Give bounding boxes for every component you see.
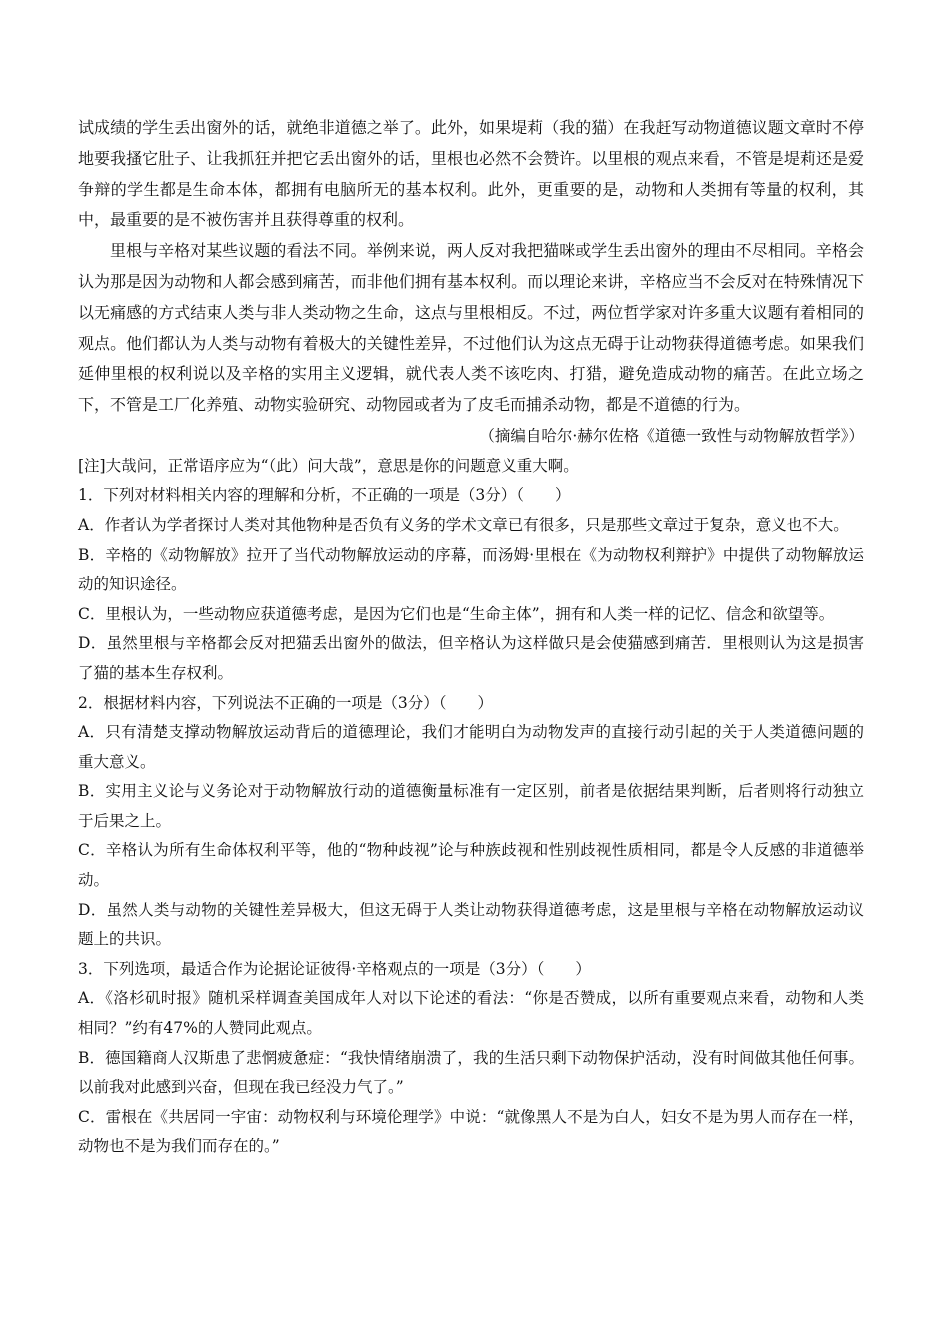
passage-source: （摘编自哈尔·赫尔佐格《道德一致性与动物解放哲学》） xyxy=(479,426,864,445)
exam-page xyxy=(78,113,864,1162)
option-c: C．辛格认为所有生命体权利平等，他的“物种歧视”论与种族歧视和性别歧视性质相同，都是令人反感的非道德举动。 xyxy=(78,841,864,890)
option-c: C．雷根在《共居同一宇宙：动物权利与环境伦理学》中说：“就像黑人不是为白人，妇女不是为男人而存在一样，动物也不是为我们而存在的。” xyxy=(78,1107,864,1156)
option-c: C．里根认为，一些动物应获道德考虑，是因为它们也是“生命主体”，拥有和人类一样的记忆、信念和欲望等。 xyxy=(78,604,835,623)
question-2 xyxy=(78,689,864,955)
option-b: B．辛格的《动物解放》拉开了当代动物解放运动的序幕，而汤姆·里根在《为动物权利辩护》中提供了动物解放运动的知识途径。 xyxy=(78,545,864,594)
option-a: A．《洛杉矶时报》随机采样调查美国成年人对以下论述的看法：“你是否赞成，以所有重要观点来看，动物和人类相同？”约有47%的人赞同此观点。 xyxy=(78,989,864,1038)
question-stem: 2．根据材料内容，下列说法不正确的一项是（3分）（ ） xyxy=(78,693,493,712)
option-b: B．实用主义论与义务论对于动物解放行动的道德衡量标准有一定区别，前者是依据结果判断，后者则将行动独立于后果之上。 xyxy=(78,782,864,830)
option-a: A．只有清楚支撑动物解放运动背后的道德理论，我们才能明白为动物发声的直接行动引起的关于人类道德问题的重大意义。 xyxy=(78,723,864,771)
passage-paragraph-1: 试成绩的学生丢出窗外的话，就绝非道德之举了。此外，如果堤莉（我的猫）在我赶写动物道德议题文章时不停地要我搔它肚子、让我抓狂并把它丢出窗外的话，里根也必然不会赞许。以里根的观点来看，不管是堤莉还是爱争辩的学生都是生命本体，都拥有电脑所无的基本权利。此外，更重要的是，动物和人类拥有等量的权利，其中，最重要的是不被伤害并且获得尊重的权利。 xyxy=(78,118,864,230)
option-a: A．作者认为学者探讨人类对其他物种是否负有义务的学术文章已有很多，只是那些文章过于复杂，意义也不大。 xyxy=(78,515,849,534)
passage-note: [注]大哉问，正常语序应为“（此）问大哉”，意思是你的问题意义重大啊。 xyxy=(78,456,579,475)
question-stem: 3．下列选项，最适合作为论据论证彼得·辛格观点的一项是（3分）（ ） xyxy=(78,959,591,978)
option-b: B．德国籍商人汉斯患了悲惘疲惫症：“我快情绪崩溃了，我的生活只剩下动物保护活动，没有时间做其他任何事。以前我对此感到兴奋，但现在我已经没力气了。” xyxy=(78,1048,864,1097)
question-3 xyxy=(78,955,864,1162)
question-1 xyxy=(78,481,864,688)
option-d: D．虽然人类与动物的关键性差异极大，但这无碍于人类让动物获得道德考虑，这是里根与辛格在动物解放运动议题上的共识。 xyxy=(78,900,864,949)
option-d: D．虽然里根与辛格都会反对把猫丢出窗外的做法，但辛格认为这样做只是会使猫感到痛苦．里根则认为这是损害了猫的基本生存权利。 xyxy=(78,634,864,682)
question-stem: 1．下列对材料相关内容的理解和分析，不正确的一项是（3分）（ ） xyxy=(78,486,571,505)
passage-paragraph-2: 里根与辛格对某些议题的看法不同。举例来说，两人反对我把猫咪或学生丢出窗外的理由不尽相同。辛格会认为那是因为动物和人都会感到痛苦，而非他们拥有基本权利。而以理论来讲，辛格应当不会反对在特殊情况下以无痛感的方式结束人类与非人类动物之生命，这点与里根相反。不过，两位哲学家对许多重大议题有着相同的观点。他们都认为人类与动物有着极大的关键性差异，不过他们认为这点无碍于让动物获得道德考虑。如果我们延伸里根的权利说以及辛格的实用主义逻辑，就代表人类不该吃肉、打猎，避免造成动物的痛苦。在此立场之下，不管是工厂化养殖、动物实验研究、动物园或者为了皮毛而捕杀动物，都是不道德的行为。 xyxy=(78,241,864,415)
